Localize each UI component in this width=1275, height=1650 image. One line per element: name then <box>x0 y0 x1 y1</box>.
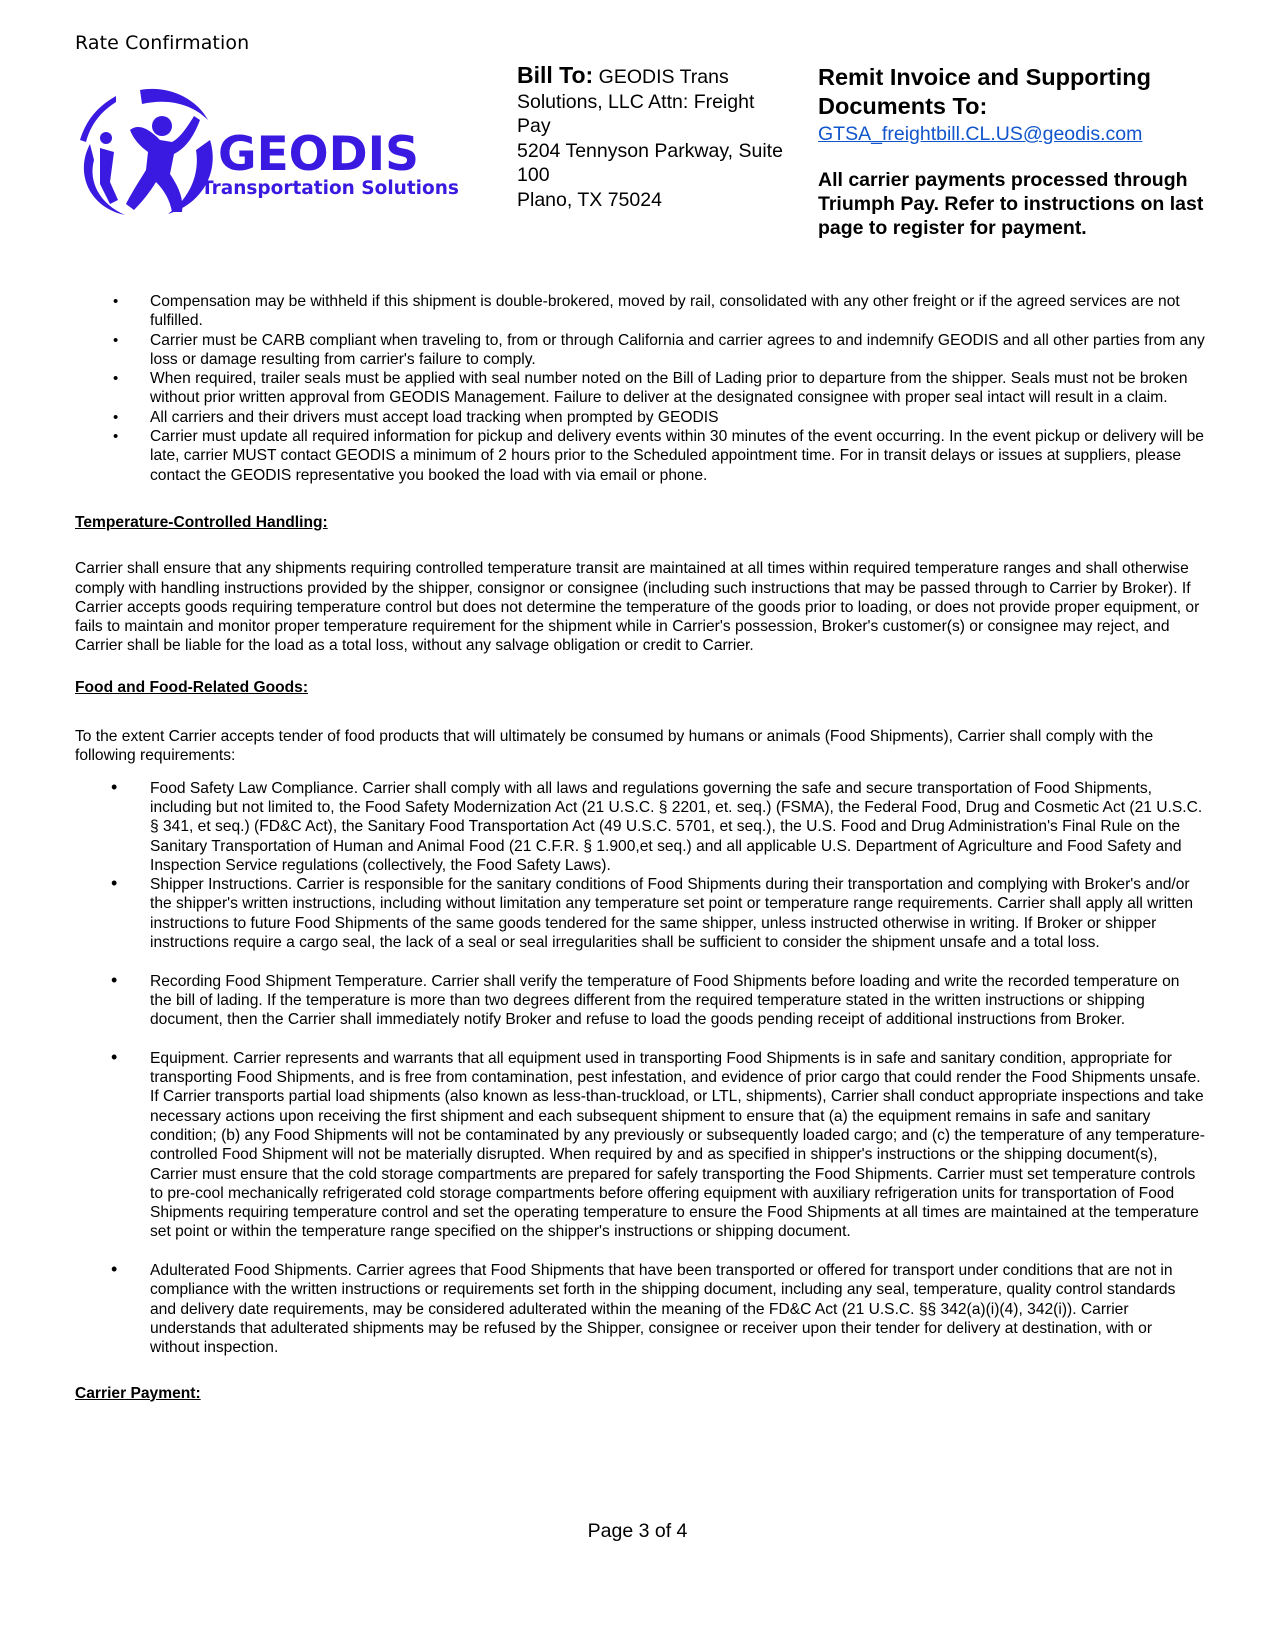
list-item: • Equipment. Carrier represents and warrants that all equipment used in transporting Food Shipments is in safe and sanitary condition, appropriate for transporting Food Shipments, and is free from contamination, pest infestation, and evidence of prior cargo that could render the Food Shipments unsafe. If Carrier transports partial load shipments (also known as less-than-truckload, or LTL, shipments), Carrier shall conduct appropriate inspections and take necessary actions upon receiving the first shipment and each subsequent shipment to ensure that (a) the equipment remains in safe and sanitary condition; (b) any Food Shipments will not be contaminated by any previously or subsequently loaded cargo; and (c) the temperature of any temperature-controlled Food Shipment will not be materially disrupted. When required by and as specified in shipper's instructions or the shipping document(s), Carrier must ensure that the cold storage compartments are prepared for safely transporting the Food Shipments. Carrier must set temperature controls to pre-cool mechanically refrigerated cold storage compartments before offering equipment with auxiliary refrigeration units for transportation of Food Shipments requiring temperature control and set the operating temperature to ensure the Food Shipments at all times are maintained at the temperature set point or within the temperature range specified on the shipper's instructions or shipping document. <box>111 1046 1205 1241</box>
food-section-heading: Food and Food-Related Goods: <box>75 678 309 696</box>
list-item: • Compensation may be withheld if this shipment is double-brokered, moved by rail, consolidated with any other freight or if the agreed services are not fulfilled. <box>113 293 1180 330</box>
document-body <box>75 292 1205 1403</box>
logo-tagline-text: Transportation Solutions <box>201 178 459 199</box>
food-requirements-list <box>75 776 1205 1358</box>
list-item: • When required, trailer seals must be applied with seal number noted on the Bill of Lading prior to departure from the shipper. Seals must not be broken without prior written approval from GEODIS Management. Failure to deliver at the designated consignee with proper seal intact will result in a claim. <box>113 370 1188 407</box>
bill-to-block <box>517 63 792 212</box>
bill-to-address-line1: 5204 Tennyson Parkway, Suite 100 <box>517 139 783 186</box>
payment-notice: All carrier payments processed through Triumph Pay. Refer to instructions on last page to register for payment. <box>818 169 1204 239</box>
bill-to-address-line2: Plano, TX 75024 <box>517 188 662 211</box>
list-item: • All carriers and their drivers must accept load tracking when prompted by GEODIS <box>113 408 719 426</box>
list-item: • Recording Food Shipment Temperature. Carrier shall verify the temperature of Food Shipments before loading and write the recorded temperature on the bill of lading. If the temperature is more than two degrees different from the required temperature stated in the written instructions or shipping document, then the Carrier shall immediately notify Broker and refuse to load the goods pending receipt of additional instructions from Broker. <box>111 969 1180 1029</box>
list-item: • Food Safety Law Compliance. Carrier shall comply with all laws and regulations governing the safe and secure transportation of Food Shipments, including but not limited to, the Food Safety Modernization Act (21 U.S.C. § 2201, et. seq.) (FSMA), the Federal Food, Drug and Cosmetic Act (21 U.S.C. § 341, et seq.) (FD&C Act), the Sanitary Food Transportation Act (49 U.S.C. 5701, et seq.), the U.S. Food and Drug Administration's Final Rule on the Sanitary Transportation of Human and Animal Food (21 C.F.R. § 1.900,et seq.) and all applicable U.S. Department of Agriculture and Food Safety and Inspection Service regulations (collectively, the Food Safety Laws). <box>111 776 1203 874</box>
list-item: • Carrier must update all required information for pickup and delivery events within 30 minutes of the event occurring. In the event pickup or delivery will be late, carrier MUST contact GEODIS a minimum of 2 hours prior to the Scheduled appointment time. For in transit delays or issues at suppliers, please contact the GEODIS representative you booked the load with via email or phone. <box>113 428 1204 484</box>
bill-to-name: GEODIS Trans Solutions, LLC Attn: Freight Pay <box>517 66 755 137</box>
remit-block <box>818 63 1228 240</box>
list-item: • Shipper Instructions. Carrier is responsible for the sanitary conditions of Food Shipments during their transportation and complying with Broker's and/or the shipper's written instructions, including without limitation any temperature set point or temperature range requirements. Carrier shall apply all written instructions to future Food Shipments of the same goods tendered for the same shipper, unless instructed otherwise in writing. If Broker or shipper instructions require a cargo seal, the lack of a seal or seal irregularities shall be sufficient to consider the shipment unsafe and a total loss. <box>111 873 1194 952</box>
bill-to-label: Bill To: <box>517 62 594 88</box>
temperature-section-heading: Temperature-Controlled Handling: <box>75 513 328 531</box>
temperature-section-body: Carrier shall ensure that any shipments requiring controlled temperature transit are maintained at all times within required temperature ranges and shall otherwise comply with handling instructions provided by the shipper, consignor or consignee (including such instructions that may be passed through to Carrier by Broker). If Carrier accepts goods requiring temperature control but does not determine the temperature of the goods prior to loading, or does not provide proper equipment, or fails to maintain and monitor proper temperature requirement for the shipment while in Carrier's possession, Broker's customer(s) or consignee may reject, and Carrier shall be liable for the load as a total loss, without any salvage obligation or credit to Carrier. <box>75 560 1200 655</box>
remit-email-link[interactable]: GTSA_freightbill.CL.US@geodis.com <box>818 123 1143 145</box>
logo-company-text: GEODIS <box>218 127 419 182</box>
page-number: Page 3 of 4 <box>587 1520 688 1542</box>
list-item: • Adulterated Food Shipments. Carrier agrees that Food Shipments that have been transported or offered for transport under conditions that are not in compliance with the written instructions or requirements set forth in the shipping document, including any seal, temperature, quality control standards and delivery date requirements, may be considered adulterated within the meaning of the FD&C Act (21 U.S.C. §§ 342(a)(i)(4), 342(i)). Carrier understands that adulterated shipments may be refused by the Shipper, consignee or receiver upon their tender for delivery at destination, with or without inspection. <box>111 1259 1176 1357</box>
food-section-intro: To the extent Carrier accepts tender of food products that will ultimately be consumed by humans or animals (Food Shipments), Carrier shall comply with the following requirements: <box>75 728 1154 765</box>
geodis-logo-icon <box>70 82 470 220</box>
document-title: Rate Confirmation <box>75 32 250 54</box>
remit-heading: Remit Invoice and Supporting Documents To: <box>818 64 1151 119</box>
geodis-logo <box>70 82 470 220</box>
payment-section-heading: Carrier Payment: <box>75 1384 201 1402</box>
general-terms-list <box>75 292 1205 485</box>
list-item: • Carrier must be CARB compliant when traveling to, from or through California and carrier agrees to and indemnify GEODIS and all other parties from any loss or damage resulting from carrier's failure to comply. <box>113 331 1205 368</box>
